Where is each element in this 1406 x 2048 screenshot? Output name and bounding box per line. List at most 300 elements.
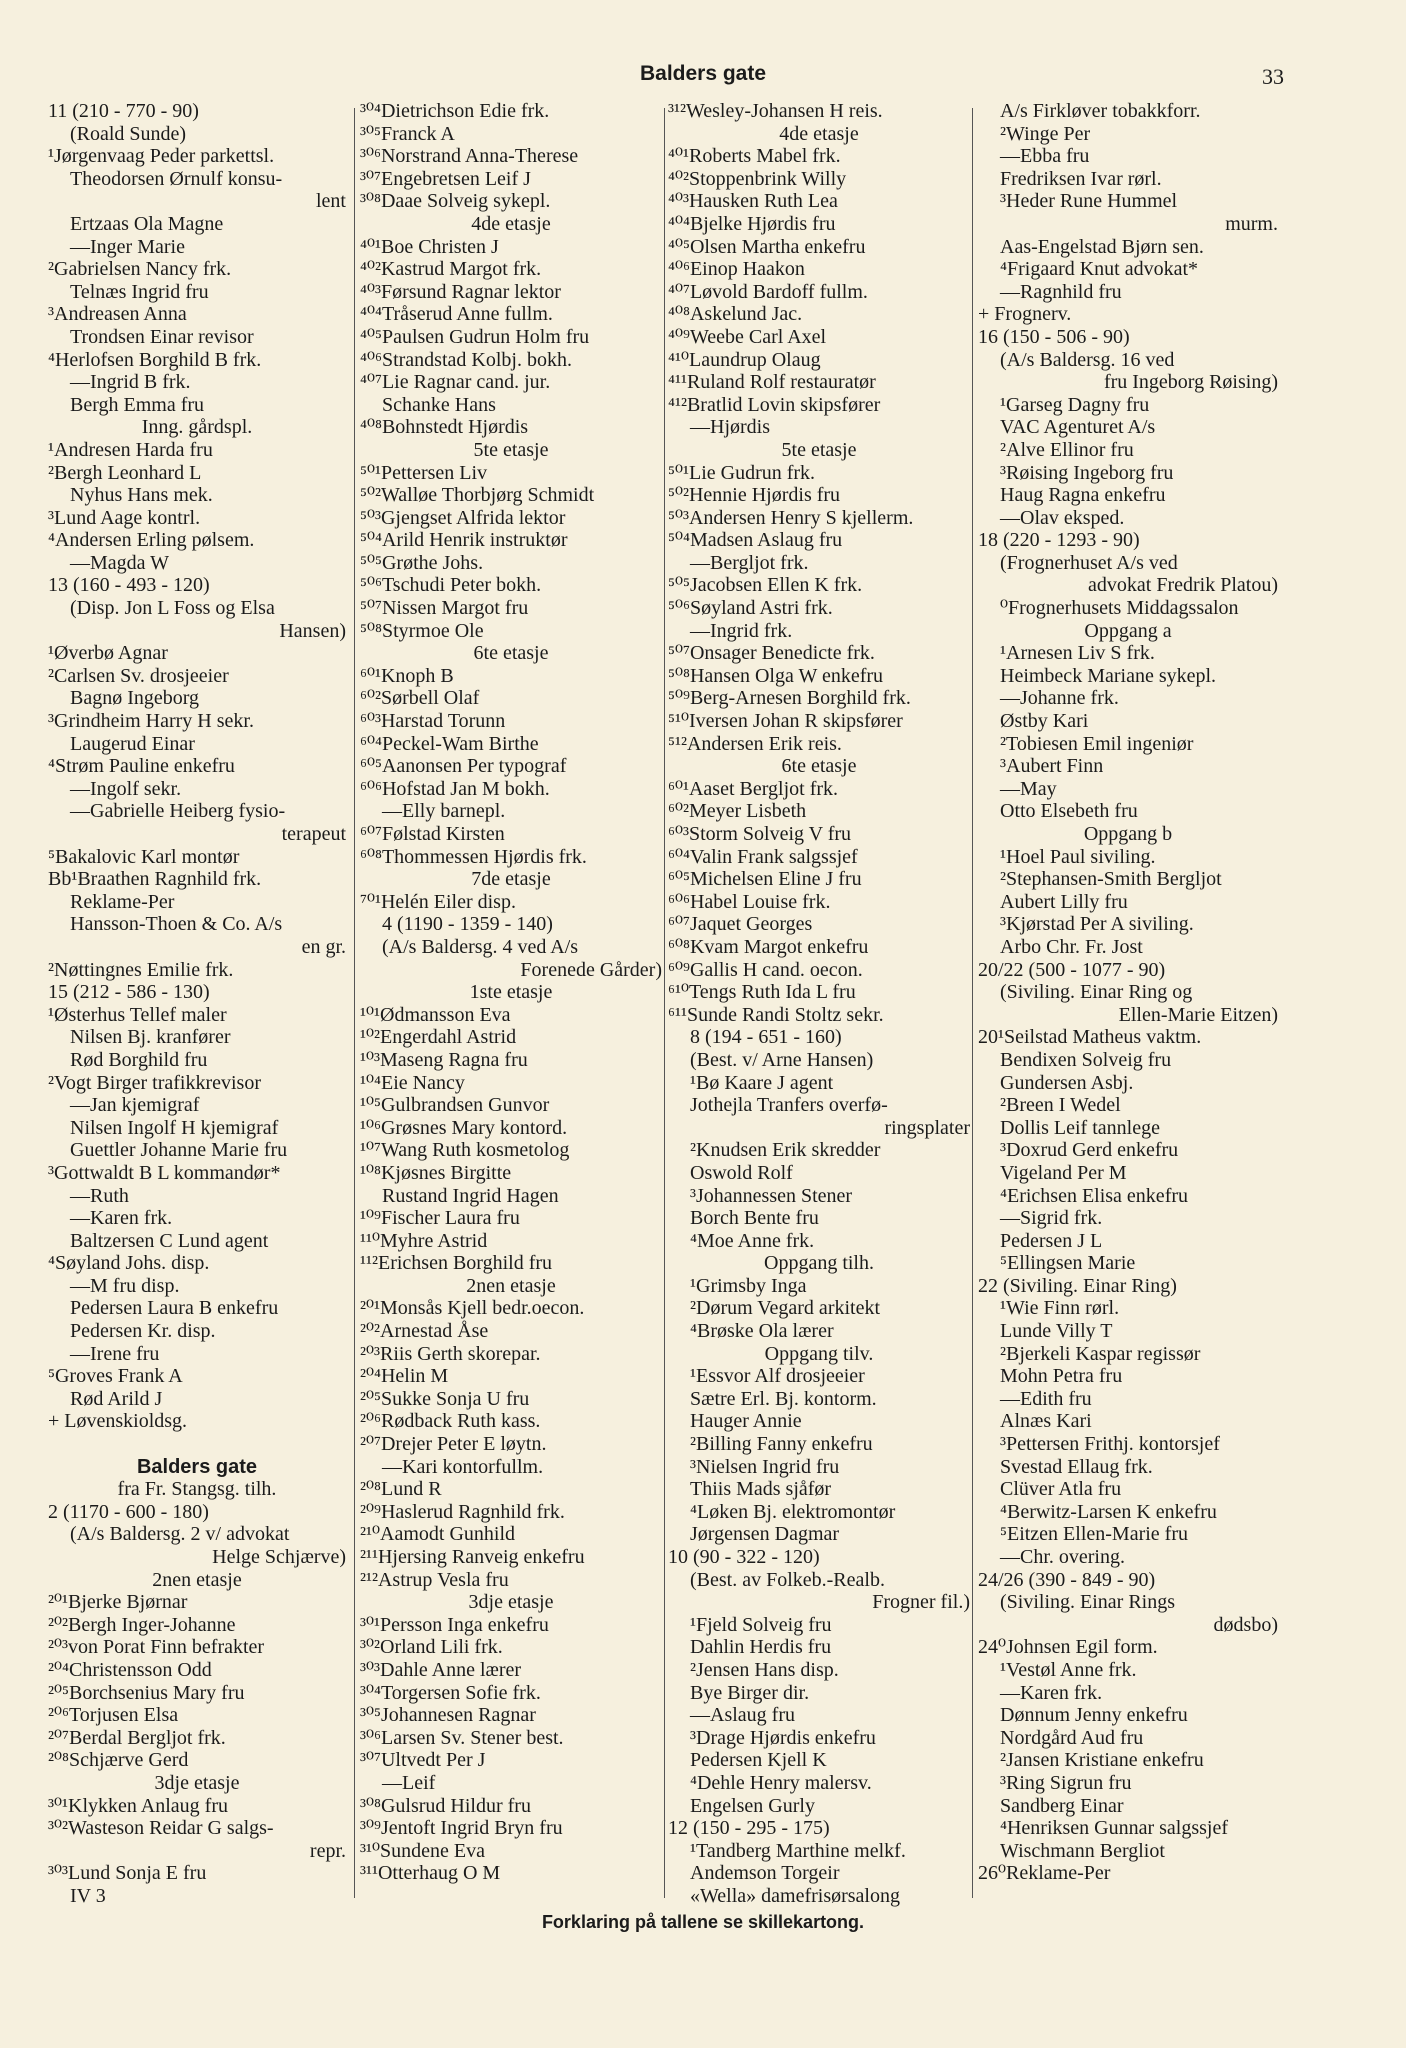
directory-entry: 20/22 (500 - 1077 - 90) <box>978 958 1166 981</box>
footer-note: Forklaring på tallene se skillekartong. <box>541 1912 865 1932</box>
directory-entry: «Wella» damefrisørsalong <box>690 1884 900 1907</box>
directory-entry: Hauger Annie <box>690 1410 802 1433</box>
directory-entry: ³Pettersen Frithj. kontorsjef <box>1000 1433 1220 1456</box>
directory-entry: ²¹¹Hjersing Ranveig enkefru <box>360 1546 585 1568</box>
directory-entry: (Siviling. Einar Ring og <box>1000 981 1193 1004</box>
directory-entry: ⁰Frognerhusets Middagssalon <box>1000 597 1239 620</box>
directory-entry: ³⁰⁶Norstrand Anna-Therese <box>360 145 579 168</box>
directory-entry: ³Lund Aage kontrl. <box>48 506 201 529</box>
directory-entry: ²⁰⁶Rødback Ruth kass. <box>360 1410 541 1433</box>
directory-entry: 4de etasje <box>471 212 551 235</box>
directory-entry: —Karen frk. <box>1000 1681 1103 1704</box>
directory-entry: —May <box>1000 777 1057 800</box>
directory-entry: ²Billing Fanny enkefru <box>690 1433 873 1456</box>
directory-entry: VAC Agenturet A/s <box>1000 416 1156 439</box>
directory-entry: ¹Hoel Paul siviling. <box>1000 845 1156 868</box>
directory-entry: ²⁰²Bergh Inger-Johanne <box>48 1613 236 1636</box>
directory-entry: —Inger Marie <box>70 235 185 258</box>
directory-entry: Jørgensen Dagmar <box>690 1523 840 1546</box>
directory-entry: Dønnum Jenny enkefru <box>1000 1704 1188 1727</box>
directory-entry: (Best. v/ Arne Hansen) <box>690 1048 874 1071</box>
directory-entry: ³Heder Rune Hummel <box>1000 190 1178 213</box>
directory-entry: ²⁰⁴Christensson Odd <box>48 1658 212 1681</box>
directory-entry: ³⁰⁴Dietrichson Edie frk. <box>360 100 550 122</box>
directory-entry: ⁶⁰⁴Valin Frank salgssjef <box>668 845 858 868</box>
directory-entry: Rød Borghild fru <box>70 1048 208 1071</box>
directory-entry: Rustand Ingrid Hagen <box>382 1184 559 1207</box>
directory-entry: ²Knudsen Erik skredder <box>690 1139 881 1162</box>
directory-entry: en gr. <box>301 935 346 958</box>
directory-entry: —Karen frk. <box>70 1207 173 1230</box>
directory-entry: ⁶⁰³Harstad Torunn <box>360 710 506 733</box>
directory-entry: ringsplater <box>884 1116 970 1139</box>
directory-entry: ²⁰¹Bjerke Bjørnar <box>48 1591 188 1614</box>
directory-entry: Haug Ragna enkefru <box>1000 484 1166 507</box>
directory-entry: ²Jansen Kristiane enkefru <box>1000 1749 1204 1772</box>
directory-entry: ⁵⁰⁴Madsen Aslaug fru <box>668 529 843 552</box>
directory-entry: + Løvenskioldsg. <box>48 1410 188 1433</box>
directory-entry: ⁵⁰³Gjengset Alfrida lektor <box>360 506 566 529</box>
directory-entry: 24⁰Johnsen Egil form. <box>978 1636 1158 1659</box>
directory-entry: ⁵⁰¹Pettersen Liv <box>360 461 488 484</box>
directory-entry: ²¹²Astrup Vesla fru <box>360 1568 509 1591</box>
directory-entry: —Ruth <box>70 1184 129 1207</box>
directory-entry: fra Fr. Stangsg. tilh. <box>117 1478 277 1501</box>
directory-entry: Bb¹Braathen Ragnhild frk. <box>48 868 262 891</box>
directory-entry: 2 (1170 - 600 - 180) <box>48 1500 209 1523</box>
directory-entry: ⁴Brøske Ola lærer <box>690 1320 834 1343</box>
directory-entry: 4de etasje <box>779 122 859 145</box>
directory-entry: lent <box>316 190 346 213</box>
directory-entry: ²¹⁰Aamodt Gunhild <box>360 1523 515 1546</box>
directory-entry: ³⁰¹Persson Inga enkefru <box>360 1613 549 1636</box>
directory-entry: ³Johannessen Stener <box>690 1184 853 1207</box>
directory-entry: Thiis Mads sjåfør <box>690 1478 832 1501</box>
directory-entry: A/s Firkløver tobakkforr. <box>1000 100 1201 122</box>
directory-entry: —Chr. overing. <box>1000 1546 1125 1568</box>
directory-entry: ²⁰¹Monsås Kjell bedr.oecon. <box>360 1297 585 1320</box>
directory-entry: ⁵Groves Frank A <box>48 1365 183 1388</box>
directory-entry: 12 (150 - 295 - 175) <box>668 1817 830 1840</box>
directory-entry <box>48 1433 346 1456</box>
directory-entry: ²Nøttingnes Emilie frk. <box>48 958 234 981</box>
directory-entry: ²⁰⁸Schjærve Gerd <box>48 1749 189 1772</box>
directory-entry: ⁵⁰⁸Styrmoe Ole <box>360 619 484 642</box>
directory-entry: ⁴Henriksen Gunnar salgssjef <box>1000 1817 1229 1840</box>
directory-entry: ²Stephansen-Smith Bergljot <box>1000 868 1222 891</box>
directory-entry: Bagnø Ingeborg <box>70 687 200 710</box>
directory-entry: 3dje etasje <box>468 1591 554 1614</box>
directory-entry: ²⁰⁸Lund R <box>360 1478 442 1501</box>
directory-entry: ¹¹⁰Myhre Astrid <box>360 1229 488 1252</box>
directory-entry: ¹⁰⁹Fischer Laura fru <box>360 1207 520 1230</box>
directory-entry: Aas-Engelstad Bjørn sen. <box>1000 235 1204 258</box>
directory-entry: murm. <box>1225 212 1278 235</box>
directory-entry: Oswold Rolf <box>690 1161 793 1184</box>
directory-columns <box>0 100 1406 1908</box>
directory-entry: Vigeland Per M <box>1000 1161 1127 1184</box>
directory-entry: ⁶⁰⁸Thommessen Hjørdis frk. <box>360 845 587 868</box>
directory-entry: ³Gottwaldt B L kommandør* <box>48 1161 281 1184</box>
directory-entry: ³⁰³Lund Sonja E fru <box>48 1862 207 1885</box>
directory-entry: 1ste etasje <box>469 981 553 1004</box>
directory-entry: Helge Schjærve) <box>212 1546 346 1568</box>
directory-entry: Theodorsen Ørnulf konsu- <box>70 167 283 190</box>
directory-entry: Lunde Villy T <box>1000 1320 1113 1343</box>
directory-entry: ⁴Moe Anne frk. <box>690 1229 815 1252</box>
directory-entry: (Disp. Jon L Foss og Elsa <box>70 597 275 620</box>
directory-entry: 5te etasje <box>473 438 549 461</box>
directory-entry: ⁴⁰¹Boe Christen J <box>360 235 499 258</box>
directory-entry: ²⁰²Arnestad Åse <box>360 1320 489 1343</box>
directory-entry: ⁴¹²Bratlid Lovin skipsfører <box>668 393 881 416</box>
column-divider <box>664 108 665 1898</box>
directory-entry: ³Ring Sigrun fru <box>1000 1771 1132 1794</box>
directory-entry: ⁴Herlofsen Borghild B frk. <box>48 348 262 371</box>
directory-entry: ⁴⁰⁵Paulsen Gudrun Holm fru <box>360 325 590 348</box>
column-3 <box>668 100 970 1908</box>
directory-entry: ⁵Bakalovic Karl montør <box>48 845 240 868</box>
directory-entry: 2nen etasje <box>152 1568 242 1591</box>
directory-entry: —Ingrid B frk. <box>70 371 191 394</box>
directory-entry: ³⁰⁷Engebretsen Leif J <box>360 167 531 190</box>
directory-entry: ⁴Erichsen Elisa enkefru <box>1000 1184 1189 1207</box>
directory-entry: ¹Øverbø Agnar <box>48 642 168 665</box>
directory-entry: ³⁰³Dahle Anne lærer <box>360 1658 522 1681</box>
directory-entry: ³Doxrud Gerd enkefru <box>1000 1139 1179 1162</box>
directory-entry: Alnæs Kari <box>1000 1410 1092 1433</box>
directory-entry: ³Røising Ingeborg fru <box>1000 461 1174 484</box>
directory-entry: Svestad Ellaug frk. <box>1000 1455 1153 1478</box>
directory-entry: ⁵⁰⁶Søyland Astri frk. <box>668 597 833 620</box>
directory-entry: Bendixen Solveig fru <box>1000 1048 1172 1071</box>
directory-entry: ⁶⁰³Storm Solveig V fru <box>668 823 852 845</box>
directory-entry: 6te etasje <box>781 755 857 778</box>
column-1 <box>48 100 346 1908</box>
directory-entry: ¹Tandberg Marthine melkf. <box>690 1839 906 1862</box>
directory-entry: Jothejla Tranfers overfø- <box>690 1094 888 1117</box>
directory-entry: Gundersen Asbj. <box>1000 1071 1134 1094</box>
directory-entry: ³¹⁰Sundene Eva <box>360 1839 485 1862</box>
directory-entry: 4 (1190 - 1359 - 140) <box>382 913 553 936</box>
directory-entry: —Hjørdis <box>690 416 770 439</box>
directory-entry: ²⁰⁷Drejer Peter E løytn. <box>360 1433 547 1456</box>
directory-entry: Oppgang b <box>1083 823 1173 845</box>
directory-entry: ³⁰²Wasteson Reidar G salgs- <box>48 1817 274 1840</box>
directory-entry: terapeut <box>281 823 346 845</box>
directory-entry: ³⁰⁹Jentoft Ingrid Bryn fru <box>360 1817 563 1840</box>
directory-entry: —Elly barnepl. <box>382 800 506 823</box>
directory-entry: ³Grindheim Harry H sekr. <box>48 710 254 733</box>
directory-entry: Reklame-Per <box>70 890 175 913</box>
directory-entry: 26⁰Reklame-Per <box>978 1862 1111 1885</box>
directory-entry: —Irene fru <box>70 1342 160 1365</box>
directory-entry: ⁵⁰⁷Nissen Margot fru <box>360 597 529 620</box>
directory-entry: Pedersen Laura B enkefru <box>70 1297 279 1320</box>
directory-entry: 16 (150 - 506 - 90) <box>978 325 1130 348</box>
directory-entry: ²⁰⁷Berdal Bergljot frk. <box>48 1726 226 1749</box>
directory-entry: 5te etasje <box>781 438 857 461</box>
directory-entry: ⁵¹²Andersen Erik reis. <box>668 732 842 755</box>
directory-entry: ³⁰⁸Gulsrud Hildur fru <box>360 1794 531 1817</box>
directory-entry: —Aslaug fru <box>690 1704 795 1727</box>
directory-entry: Nilsen Bj. kranfører <box>70 1026 231 1049</box>
directory-entry: ⁶¹⁰Tengs Ruth Ida L fru <box>668 981 856 1004</box>
directory-entry: ⁵Ellingsen Marie <box>1000 1252 1136 1275</box>
directory-entry: ¹Garseg Dagny fru <box>1000 393 1150 416</box>
directory-entry: ⁴¹⁰Laundrup Olaug <box>668 348 821 371</box>
directory-entry: ¹⁰⁴Eie Nancy <box>360 1071 465 1094</box>
directory-entry: —Kari kontorfullm. <box>382 1455 544 1478</box>
directory-entry: —Ebba fru <box>1000 145 1090 168</box>
directory-entry: ⁴⁰⁶Strandstad Kolbj. bokh. <box>360 348 572 371</box>
directory-entry: fru Ingeborg Røising) <box>1103 371 1278 394</box>
directory-entry: Guettler Johanne Marie fru <box>70 1139 288 1162</box>
directory-entry: ³¹²Wesley-Johansen H reis. <box>668 100 883 122</box>
directory-entry: Oppgang a <box>1084 619 1172 642</box>
directory-entry: Østby Kari <box>1000 710 1089 733</box>
directory-entry: —Johanne frk. <box>1000 687 1119 710</box>
directory-entry: Dahlin Herdis fru <box>690 1636 832 1659</box>
column-2 <box>360 100 662 1885</box>
directory-entry: ⁵⁰²Hennie Hjørdis fru <box>668 484 841 507</box>
directory-entry: ⁶⁰¹Aaset Bergljot frk. <box>668 777 839 800</box>
directory-entry: ²Winge Per <box>1000 122 1091 145</box>
directory-entry: ¹Andresen Harda fru <box>48 438 213 461</box>
directory-entry: —Jan kjemigraf <box>70 1094 200 1117</box>
directory-entry: IV 3 <box>70 1884 106 1907</box>
directory-entry: ¹⁰¹Ødmansson Eva <box>360 1003 511 1026</box>
directory-entry: —M fru disp. <box>70 1274 180 1297</box>
directory-entry: ⁵¹⁰Iversen Johan R skipsfører <box>668 710 903 733</box>
directory-entry: Laugerud Einar <box>70 732 195 755</box>
directory-entry: Trondsen Einar revisor <box>70 325 254 348</box>
directory-entry: Rød Arild J <box>70 1387 163 1410</box>
directory-entry: 22 (Siviling. Einar Ring) <box>978 1274 1177 1297</box>
directory-entry: ⁴Frigaard Knut advokat* <box>1000 258 1199 281</box>
directory-entry: Pedersen Kr. disp. <box>70 1320 216 1343</box>
directory-entry: ⁶¹¹Sunde Randi Stoltz sekr. <box>668 1003 884 1026</box>
directory-entry: ¹Essvor Alf drosjeeier <box>690 1365 865 1388</box>
directory-entry: ⁶⁰⁴Peckel-Wam Birthe <box>360 732 539 755</box>
directory-entry: ²⁰³Riis Gerth skorepar. <box>360 1342 541 1365</box>
directory-entry: 18 (220 - 1293 - 90) <box>978 529 1140 552</box>
directory-entry: ⁵⁰⁸Hansen Olga W enkefru <box>668 664 884 687</box>
directory-entry: ²⁰⁵Sukke Sonja U fru <box>360 1387 530 1410</box>
directory-entry: ⁴⁰⁴Tråserud Anne fullm. <box>360 303 553 326</box>
directory-entry: ⁴¹¹Ruland Rolf restauratør <box>668 371 876 394</box>
directory-entry: ²Vogt Birger trafikkrevisor <box>48 1071 261 1094</box>
directory-entry: —Leif <box>382 1771 436 1794</box>
directory-entry: advokat Fredrik Platou) <box>1088 574 1278 597</box>
directory-entry: ⁶⁰⁵Aanonsen Per typograf <box>360 755 567 778</box>
directory-entry: ⁵⁰⁷Onsager Benedicte frk. <box>668 642 875 665</box>
directory-entry: ⁵⁰⁴Arild Henrik instruktør <box>360 529 568 552</box>
directory-entry: ³Nielsen Ingrid fru <box>690 1455 840 1478</box>
directory-entry: (Roald Sunde) <box>70 122 187 145</box>
directory-entry: ⁵⁰³Andersen Henry S kjellerm. <box>668 506 914 529</box>
directory-entry: ⁵⁰⁵Jacobsen Ellen K frk. <box>668 574 863 597</box>
directory-entry: Hansen) <box>279 619 346 642</box>
directory-entry: ⁵⁰⁹Berg-Arnesen Borghild frk. <box>668 687 911 710</box>
column-divider <box>354 108 355 1898</box>
directory-entry: ³⁰⁵Johannesen Ragnar <box>360 1704 536 1727</box>
directory-entry: ⁵⁰²Walløe Thorbjørg Schmidt <box>360 484 595 507</box>
directory-entry: Nyhus Hans mek. <box>70 484 213 507</box>
directory-entry: (A/s Baldersg. 2 v/ advokat <box>70 1523 290 1546</box>
directory-entry: Dollis Leif tannlege <box>1000 1116 1160 1139</box>
column-4 <box>978 100 1278 1885</box>
directory-entry: Baltzersen C Lund agent <box>70 1229 269 1252</box>
directory-entry: Bye Birger dir. <box>690 1681 810 1704</box>
directory-entry: ⁶⁰⁷Følstad Kirsten <box>360 823 505 845</box>
directory-entry: ⁵⁰⁵Grøthe Johs. <box>360 551 484 574</box>
directory-entry: ¹Bø Kaare J agent <box>690 1071 834 1094</box>
directory-entry: ²⁰⁶Torjusen Elsa <box>48 1704 179 1727</box>
directory-entry: —Ingrid frk. <box>690 619 793 642</box>
directory-entry: —Magda W <box>70 551 170 574</box>
directory-entry: (Siviling. Einar Rings <box>1000 1591 1175 1614</box>
directory-entry: ⁶⁰⁶Habel Louise frk. <box>668 890 831 913</box>
page-number: 33 <box>1262 64 1284 89</box>
page-header <box>0 62 1406 98</box>
directory-entry: ³Kjørstad Per A siviling. <box>1000 913 1194 936</box>
directory-entry: ⁴Andersen Erling pølsem. <box>48 529 255 552</box>
directory-entry: ¹⁰²Engerdahl Astrid <box>360 1026 517 1049</box>
directory-entry: —Bergljot frk. <box>690 551 809 574</box>
directory-entry: Mohn Petra fru <box>1000 1365 1123 1388</box>
directory-entry: ⁴Løken Bj. elektromontør <box>690 1500 896 1523</box>
directory-entry: ⁴⁰⁶Einop Haakon <box>668 258 805 281</box>
directory-entry: Pedersen Kjell K <box>690 1749 827 1772</box>
directory-entry: ⁶⁰¹Knoph B <box>360 664 454 687</box>
directory-entry: —Olav eksped. <box>1000 506 1125 529</box>
directory-entry: ⁶⁰²Meyer Lisbeth <box>668 800 807 823</box>
directory-entry: ⁶⁰⁸Kvam Margot enkefru <box>668 935 869 958</box>
directory-entry: ⁴⁰²Kastrud Margot frk. <box>360 258 542 281</box>
directory-entry: ⁴Berwitz-Larsen K enkefru <box>1000 1500 1217 1523</box>
directory-entry: ²⁰⁵Borchsenius Mary fru <box>48 1681 245 1704</box>
directory-entry: ⁴⁰⁸Bohnstedt Hjørdis <box>360 416 529 439</box>
directory-entry: ²Bergh Leonhard L <box>48 461 202 484</box>
directory-entry: Ertzaas Ola Magne <box>70 212 224 235</box>
directory-entry: ¹Arnesen Liv S frk. <box>1000 642 1155 665</box>
directory-entry: —Ragnhild fru <box>1000 280 1122 303</box>
directory-entry: 10 (90 - 322 - 120) <box>668 1546 820 1568</box>
directory-entry: —Edith fru <box>1000 1387 1092 1410</box>
directory-entry: ⁴⁰³Hausken Ruth Lea <box>668 190 838 213</box>
directory-entry: Oppgang tilh. <box>764 1252 874 1275</box>
directory-entry: Bergh Emma fru <box>70 393 205 416</box>
directory-entry: 11 (210 - 770 - 90) <box>48 100 199 122</box>
directory-entry: ²Jensen Hans disp. <box>690 1658 839 1681</box>
directory-entry: ¹Vestøl Anne frk. <box>1000 1658 1137 1681</box>
directory-entry: + Frognerv. <box>978 303 1072 326</box>
directory-entry: ²Tobiesen Emil ingeniør <box>1000 732 1194 755</box>
directory-entry: ⁴⁰⁵Olsen Martha enkefru <box>668 235 866 258</box>
directory-entry: ²⁰⁴Helin M <box>360 1365 449 1388</box>
directory-entry: (Frognerhuset A/s ved <box>1000 551 1178 574</box>
directory-entry: ¹¹²Erichsen Borghild fru <box>360 1252 553 1275</box>
page-title: Balders gate <box>639 62 767 85</box>
directory-entry: ¹Østerhus Tellef maler <box>48 1003 227 1026</box>
directory-entry: Frogner fil.) <box>872 1591 970 1614</box>
directory-entry: ⁴⁰⁸Askelund Jac. <box>668 303 803 326</box>
directory-entry: Clüver Atla fru <box>1000 1478 1122 1501</box>
directory-entry: ¹Fjeld Solveig fru <box>690 1613 832 1636</box>
directory-entry: Pedersen J L <box>1000 1229 1103 1252</box>
directory-entry: ⁴⁰⁷Lie Ragnar cand. jur. <box>360 371 551 394</box>
directory-entry: ¹Grimsby Inga <box>690 1274 807 1297</box>
directory-entry: ⁶⁰⁷Jaquet Georges <box>668 913 813 936</box>
directory-entry: —Ingolf sekr. <box>70 777 182 800</box>
directory-entry: ²Carlsen Sv. drosjeeier <box>48 664 229 687</box>
column-divider <box>972 108 973 1898</box>
directory-entry: ²Gabrielsen Nancy frk. <box>48 258 232 281</box>
directory-entry: ³⁰⁴Torgersen Sofie frk. <box>360 1681 541 1704</box>
directory-entry: 13 (160 - 493 - 120) <box>48 574 210 597</box>
directory-entry: Sætre Erl. Bj. kontorm. <box>690 1387 877 1410</box>
directory-entry: ⁵⁰⁶Tschudi Peter bokh. <box>360 574 542 597</box>
directory-entry: repr. <box>309 1839 346 1862</box>
directory-entry: ⁴⁰³Førsund Ragnar lektor <box>360 280 561 303</box>
directory-entry: ³Aubert Finn <box>1000 755 1104 778</box>
directory-entry: ³Andreasen Anna <box>48 303 187 326</box>
directory-entry: Wischmann Bergliot <box>1000 1839 1165 1862</box>
directory-entry: ²⁰³von Porat Finn befrakter <box>48 1636 265 1659</box>
directory-entry: Andemson Torgeir <box>690 1862 840 1885</box>
directory-entry: ²Dørum Vegard arkitekt <box>690 1297 881 1320</box>
directory-entry: Forenede Gårder) <box>520 958 662 981</box>
directory-entry: ¹⁰⁷Wang Ruth kosmetolog <box>360 1139 570 1162</box>
directory-entry: 15 (212 - 586 - 130) <box>48 981 210 1004</box>
directory-entry: ¹⁰³Maseng Ragna fru <box>360 1048 528 1071</box>
directory-entry: ²⁰⁹Haslerud Ragnhild frk. <box>360 1500 565 1523</box>
directory-entry: ⁶⁰⁹Gallis H cand. oecon. <box>668 958 863 981</box>
directory-entry: ⁶⁰⁶Hofstad Jan M bokh. <box>360 777 550 800</box>
directory-entry: 6te etasje <box>473 642 549 665</box>
directory-entry: ³⁰⁶Larsen Sv. Stener best. <box>360 1726 564 1749</box>
directory-entry: ²Alve Ellinor fru <box>1000 438 1134 461</box>
directory-entry: 7de etasje <box>471 868 551 891</box>
directory-entry: ³Drage Hjørdis enkefru <box>690 1726 876 1749</box>
directory-entry: Nordgård Aud fru <box>1000 1726 1144 1749</box>
directory-entry: Aubert Lilly fru <box>1000 890 1128 913</box>
directory-entry: ⁶⁰⁵Michelsen Eline J fru <box>668 868 862 891</box>
directory-entry: ⁵⁰¹Lie Gudrun frk. <box>668 461 816 484</box>
directory-entry: —Sigrid frk. <box>1000 1207 1103 1230</box>
directory-entry: Oppgang tilv. <box>764 1342 874 1365</box>
directory-entry: ¹Jørgenvaag Peder parkettsl. <box>48 145 275 168</box>
directory-entry: ³⁰⁷Ultvedt Per J <box>360 1749 486 1772</box>
directory-entry: ⁵Eitzen Ellen-Marie fru <box>1000 1523 1188 1546</box>
directory-entry: ¹⁰⁵Gulbrandsen Gunvor <box>360 1094 550 1117</box>
directory-entry: 24/26 (390 - 849 - 90) <box>978 1568 1156 1591</box>
directory-entry: ⁴⁰⁴Bjelke Hjørdis fru <box>668 212 836 235</box>
directory-entry: ⁴Strøm Pauline enkefru <box>48 755 235 778</box>
directory-entry: Heimbeck Mariane sykepl. <box>1000 664 1217 687</box>
directory-entry: ⁴Søyland Johs. disp. <box>48 1252 210 1275</box>
directory-entry: Nilsen Ingolf H kjemigraf <box>70 1116 279 1139</box>
directory-entry: ²Breen I Wedel <box>1000 1094 1121 1117</box>
directory-entry: Sandberg Einar <box>1000 1794 1124 1817</box>
directory-entry: Otto Elsebeth fru <box>1000 800 1138 823</box>
directory-entry: 2nen etasje <box>466 1274 556 1297</box>
directory-entry: ³¹¹Otterhaug O M <box>360 1862 501 1885</box>
directory-entry: 3dje etasje <box>154 1771 240 1794</box>
directory-entry: Fredriksen Ivar rørl. <box>1000 167 1162 190</box>
directory-entry: (Best. av Folkeb.-Realb. <box>690 1568 885 1591</box>
